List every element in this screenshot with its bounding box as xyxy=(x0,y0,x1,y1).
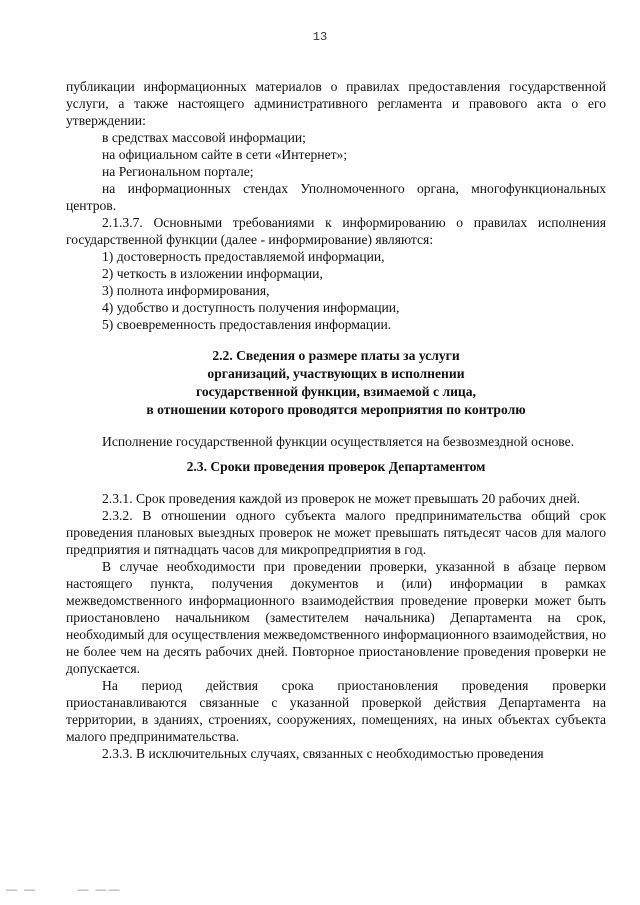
document-body xyxy=(66,78,606,762)
requirement-item: 2) четкость в изложении информации, xyxy=(102,266,323,281)
footer-marks: — — — —— xyxy=(6,884,122,896)
heading-line: в отношении которого проводятся мероприятия по контролю xyxy=(146,402,526,417)
heading-line: 2.2. Сведения о размере платы за услуги xyxy=(212,348,460,363)
heading-line: организаций, участвующих в исполнении xyxy=(207,366,465,381)
list-item: на официальном сайте в сети «Интернет»; xyxy=(102,147,348,162)
paragraph-2-3-2: 2.3.2. В отношении одного субъекта малого предпринимательства общий срок проведения плановых выездных проверок не может превышать пятьдесят часов для малого предприятия и пятнадцать часов для микропредприятия в год. xyxy=(66,508,606,557)
section-heading-2-3: 2.3. Сроки проведения проверок Департаментом xyxy=(186,459,486,474)
paragraph-2-2: Исполнение государственной функции осуществляется на безвозмездной основе. xyxy=(102,434,575,449)
requirement-item: 3) полнота информирования, xyxy=(102,283,270,298)
paragraph-2-1-3-7: 2.1.3.7. Основными требованиями к информированию о правилах исполнения государственной функции (далее - информирование) являются: xyxy=(66,215,606,247)
heading-line: государственной функции, взимаемой с лица, xyxy=(196,384,476,399)
paragraph-suspension: В случае необходимости при проведении проверки, указанной в абзаце первом настоящего пункта, получения документов и (или) информации в рамках межведомственного информационного взаимодействия проведение проверки может быть приостановлено начальником (заместителем начальника) Департамента на срок, необходимый для осуществления межведомственного информационного взаимодействия, но не более чем на десять рабочих дней. Повторное приостановление проведения проверки не допускается. xyxy=(66,559,606,676)
list-item: на Региональном портале; xyxy=(102,164,254,179)
requirement-item: 4) удобство и доступность получения информации, xyxy=(102,300,400,315)
paragraph-2-3-1: 2.3.1. Срок проведения каждой из проверок не может превышать 20 рабочих дней. xyxy=(102,491,581,506)
requirement-item: 1) достоверность предоставляемой информации, xyxy=(102,249,385,264)
paragraph-suspension-period: На период действия срока приостановления проведения проверки приостанавливаются связанные с указанной проверкой действия Департамента на территории, в зданиях, строениях, сооружениях, помещениях, на иных объектах субъекта малого предпринимательства. xyxy=(66,678,606,744)
list-item: в средствах массовой информации; xyxy=(102,130,306,145)
section-heading-2-2 xyxy=(66,347,606,419)
stands-paragraph: на информационных стендах Уполномоченного органа, многофункциональных центров. xyxy=(66,181,606,213)
intro-paragraph: публикации информационных материалов о правилах предоставления государственной услуги, а также настоящего административного регламента и правового акта о его утверждении: xyxy=(66,79,606,128)
paragraph-2-3-3: 2.3.3. В исключительных случаях, связанных с необходимостью проведения xyxy=(102,746,544,761)
requirement-item: 5) своевременность предоставления информации. xyxy=(102,317,392,332)
page-number: 13 xyxy=(312,30,328,44)
